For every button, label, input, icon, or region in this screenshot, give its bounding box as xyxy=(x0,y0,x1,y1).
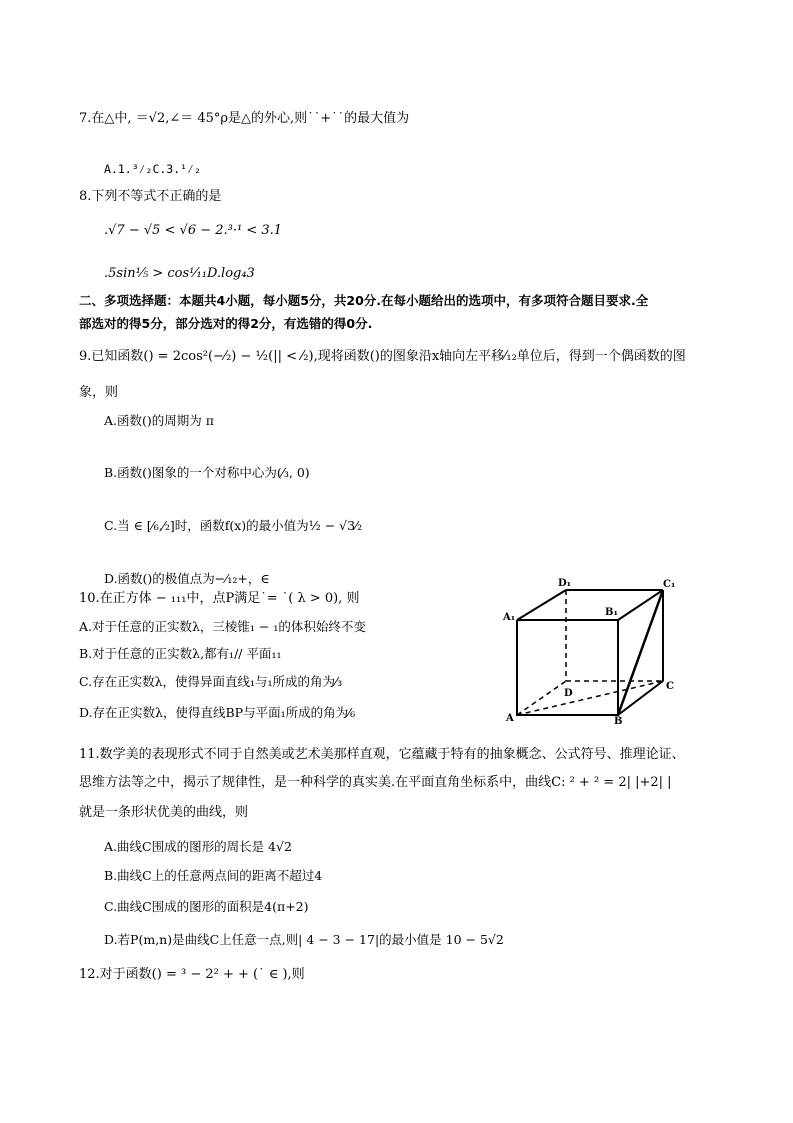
q11-option-b: B.曲线C上的任意两点间的距离不超过4 xyxy=(104,868,323,883)
section2-line1: 二、多项选择题：本题共4小题，每小题5分，共20分.在每小题给出的选项中，有多项符合题目要求.全 xyxy=(79,293,649,308)
q9-option-a: A.函数()的周期为 π xyxy=(104,413,214,428)
q9-stem-line1: 9.已知函数() = 2cos²(−⁄₂) − ¹⁄₂(|| < ⁄₂),现将函数()的图象沿x轴向左平移⁄₁₂单位后，得到一个偶函数的图 xyxy=(79,349,686,364)
cube-figure xyxy=(500,575,685,725)
q11-option-c: C.曲线C围成的图形的面积是4(π+2) xyxy=(104,899,309,914)
q10-option-d: D.存在正实数λ，使得直线BP与平面₁所成的角为⁄₆ xyxy=(79,705,356,720)
q10-option-a: A.对于任意的正实数λ，三棱锥₁ − ₁的体积始终不变 xyxy=(79,619,366,634)
q8-line1: .√7 − √5 < √6 − 2.³·¹ < 3.1 xyxy=(104,223,283,238)
label-d: D xyxy=(564,688,573,699)
q10-option-c: C.存在正实数λ，使得异面直线₁与₁所成的角为⁄₃ xyxy=(79,674,343,689)
section2-line2: 部选对的得5分，部分选对的得2分，有选错的得0分. xyxy=(79,316,373,331)
q9-stem-line2: 象，则 xyxy=(79,385,119,400)
q11-option-a: A.曲线C围成的图形的周长是 4√2 xyxy=(104,839,292,854)
hidden-edge-a-d xyxy=(517,681,566,715)
q10-option-b: B.对于任意的正实数λ,都有₁// 平面₁₁ xyxy=(79,646,282,661)
q8-line2: .5sin¹⁄₅ > cos¹⁄₁₁D.log₄3 xyxy=(104,266,255,281)
q9-option-d: D.函数()的极值点为−⁄₁₂+，∈ xyxy=(104,571,270,586)
q7-options: A.1.³⁄₂C.3.¹⁄₂ xyxy=(104,162,201,176)
q10-stem: 10.在正方体 − ₁₁₁中，点P满足˙= ˙( λ > 0), 则 xyxy=(79,591,360,606)
q9-option-c: C.当 ∈ [⁄₆,⁄₂]时，函数f(x)的最小值为¹⁄₂ − √3⁄₂ xyxy=(104,518,363,533)
label-a: A xyxy=(506,713,514,724)
label-b: B xyxy=(614,716,623,725)
q11-stem-line2: 思维方法等之中，揭示了规律性，是一种科学的真实美.在平面直角坐标系中，曲线C: ² + ² = 2| |+2| | xyxy=(79,775,672,790)
diagonal-b-c1 xyxy=(618,590,663,715)
q7-stem: 7.在△中, ＝√2,∠＝ 45°ρ是△的外心,则˙˙+˙˙的最大值为 xyxy=(79,111,410,126)
q11-option-d: D.若P(m,n)是曲线C上任意一点,则| 4 − 3 − 17|的最小值是 10 − 5√2 xyxy=(104,932,504,947)
label-d1: D₁ xyxy=(558,578,572,589)
edge-a1-d1 xyxy=(517,590,566,620)
q8-stem: 8.下列不等式不正确的是 xyxy=(79,189,222,204)
label-a1: A₁ xyxy=(503,612,516,623)
q9-option-b: B.函数()图象的一个对称中心为(⁄₃, 0) xyxy=(104,465,310,480)
label-b1: B₁ xyxy=(605,607,618,618)
cube-front-face xyxy=(517,620,618,715)
q11-stem-line1: 11.数学美的表现形式不同于自然美或艺术美那样直观，它蕴藏于特有的抽象概念、公式符号、推理论证、 xyxy=(79,747,685,762)
edge-b1-c1 xyxy=(618,590,663,620)
label-c1: C₁ xyxy=(663,579,676,590)
label-c: C xyxy=(666,681,674,692)
q11-stem-line3: 就是一条形状优美的曲线，则 xyxy=(79,805,249,820)
q12-stem: 12.对于函数() = ³ − 2² + + (˙ ∈ ),则 xyxy=(79,967,305,982)
